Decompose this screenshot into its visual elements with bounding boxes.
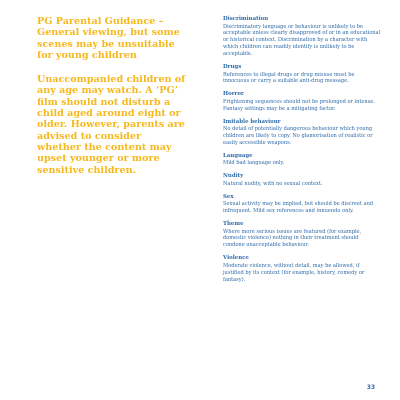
section-body: Discriminatory language or behaviour is unlikely to be acceptable unless clearly disapproved of or in an educational or historical context. Discrimination by a character with which children can readily identify is unlikely to be acceptable. — [223, 23, 381, 58]
section-horror — [223, 91, 381, 112]
section-heading: Sex — [223, 193, 234, 200]
section-nudity — [223, 173, 381, 187]
rating-heading: PG Parental Guidance – General viewing, but some scenes may be unsuitable for young children — [37, 16, 180, 61]
section-theme — [223, 221, 381, 249]
section-heading: Violence — [223, 255, 249, 262]
guidance-sections — [223, 16, 381, 289]
section-violence — [223, 255, 381, 283]
section-discrimination — [223, 16, 381, 58]
section-imitable-behaviour — [223, 119, 381, 147]
section-heading: Nudity — [223, 173, 244, 180]
rating-summary: Unaccompanied children of any age may watch. A ‘PG’ film should not disturb a child aged around eight or older. However, parents are advised to consider whether the content may upset younger or more sensitive children. — [37, 74, 186, 176]
section-heading: Language — [223, 152, 253, 159]
section-heading: Theme — [223, 221, 244, 227]
section-sex — [223, 194, 381, 215]
section-drugs — [223, 64, 381, 85]
section-language — [223, 153, 381, 167]
page-number: 33 — [366, 385, 375, 391]
section-body: No detail of potentially dangerous behaviour which young children are likely to copy. No glamorisation of realistic or easily accessible weapons. — [223, 126, 373, 146]
section-heading: Imitable behaviour — [223, 118, 281, 125]
section-heading: Horror — [223, 91, 244, 98]
section-body: References to illegal drugs or drug misuse must be innocuous or carry a suitable anti-drug message. — [223, 71, 355, 85]
rating-intro — [37, 16, 187, 176]
section-body: Mild bad language only. — [223, 160, 285, 167]
section-body: Where more serious issues are featured (for example, domestic violence) nothing in their treatment should condone unacceptable behaviour. — [223, 228, 362, 249]
section-body: Sexual activity may be implied, but should be discreet and infrequent. Mild sex references and innuendo only. — [223, 201, 374, 215]
section-body: Moderate violence, without detail, may be allowed, if justified by its context (for example, history, comedy or fantasy). — [223, 262, 365, 283]
section-heading: Drugs — [223, 64, 242, 71]
section-heading: Discrimination — [223, 16, 269, 22]
section-body: Natural nudity, with no sexual context. — [223, 180, 323, 187]
section-body: Frightening sequences should not be prolonged or intense. Fantasy settings may be a mitigating factor. — [223, 98, 375, 112]
